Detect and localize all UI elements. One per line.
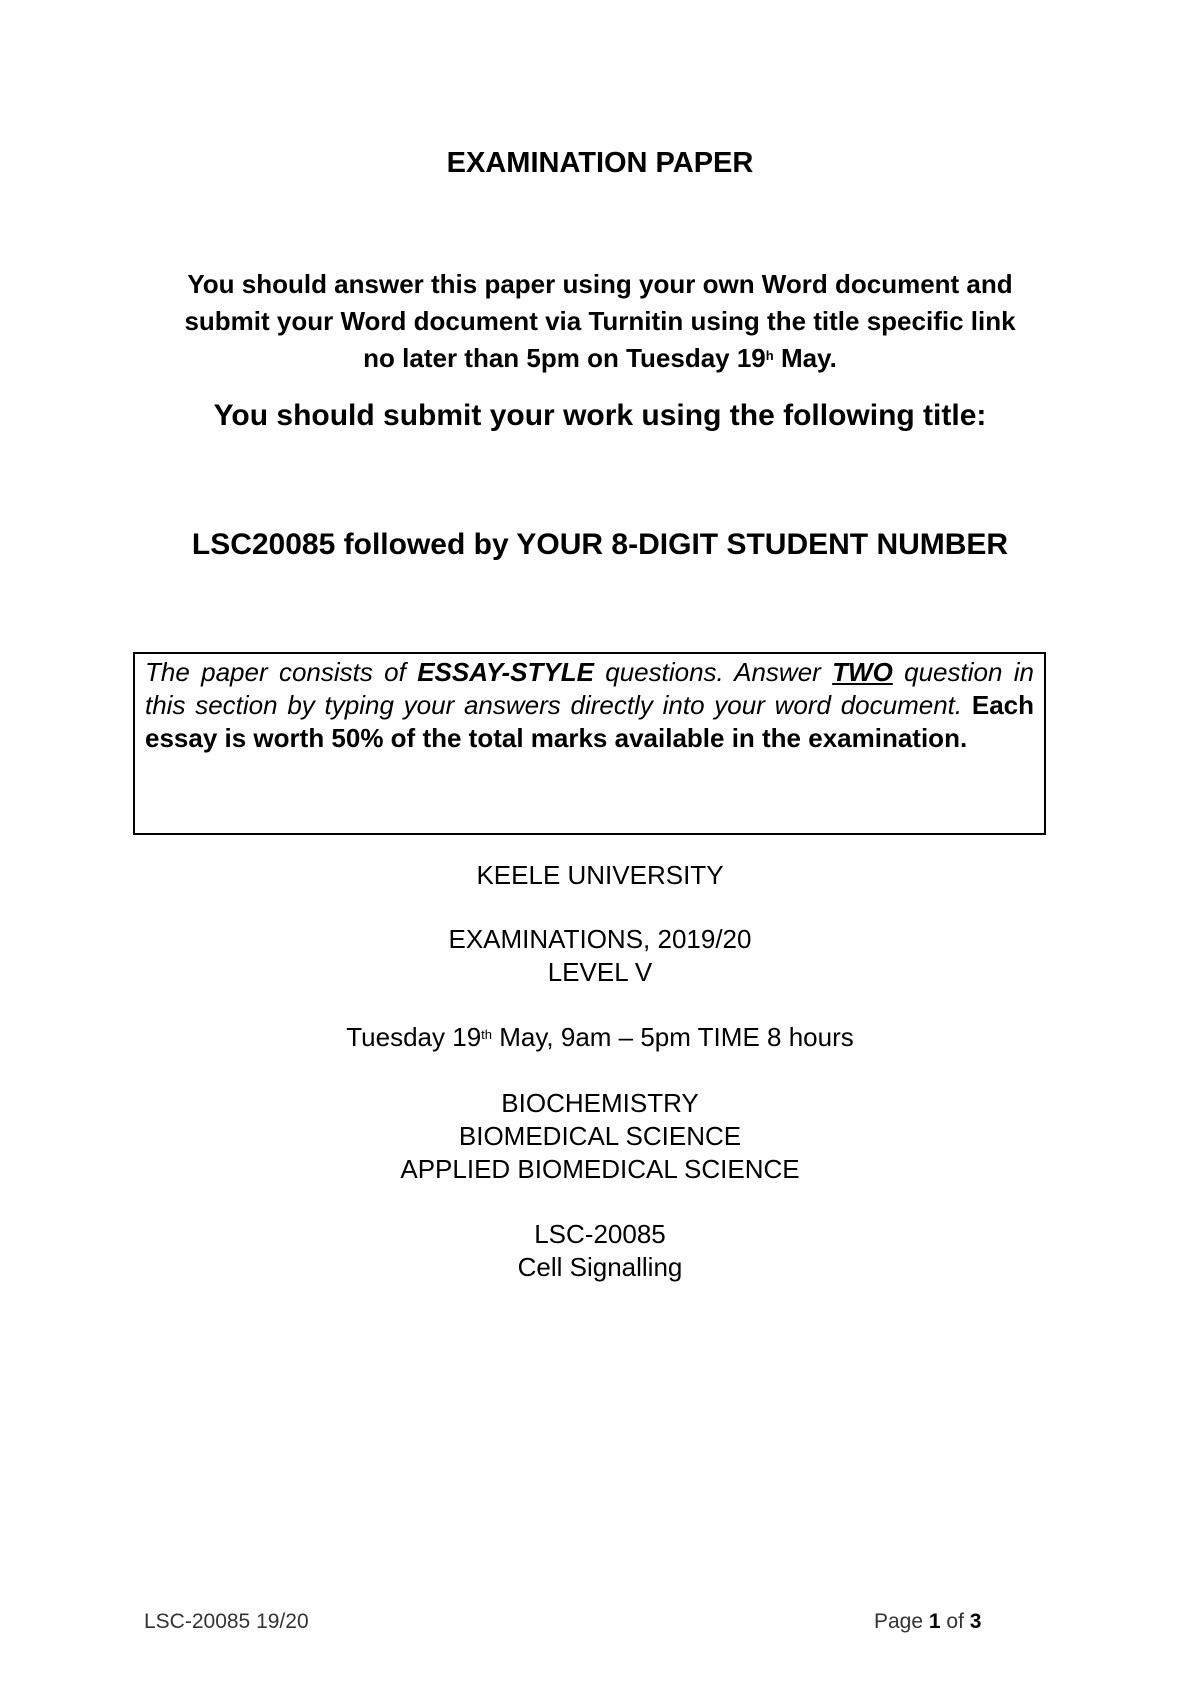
notice-text-3: question in this section by typing your answers directly into your word document. bbox=[145, 657, 1034, 720]
programme-2: BIOMEDICAL SCIENCE bbox=[458, 1121, 742, 1151]
notice-marks-text: Each essay is worth 50% of the total marks available in the examination. bbox=[145, 690, 1034, 753]
exam-date-text-end: May, 9am – 5pm TIME 8 hours bbox=[492, 1022, 854, 1052]
page-total: 3 bbox=[969, 1610, 982, 1633]
exam-date bbox=[0, 1021, 1200, 1054]
page-of: of bbox=[940, 1610, 970, 1633]
instruction-line-2: submit your Word document via Turnitin using the title specific link bbox=[184, 306, 1016, 336]
university-name: KEELE UNIVERSITY bbox=[476, 860, 724, 890]
notice-emphasis-two: TWO bbox=[832, 657, 893, 687]
instructions bbox=[0, 266, 1200, 377]
submission-title-format: LSC20085 followed by YOUR 8-DIGIT STUDENT NUMBER bbox=[191, 528, 1009, 561]
submission-heading: You should submit your work using the following title: bbox=[213, 399, 987, 432]
page-current: 1 bbox=[928, 1610, 941, 1633]
exam-date-text: Tuesday 19 bbox=[346, 1022, 482, 1052]
deadline-text-end: May. bbox=[773, 343, 837, 373]
footer-module-code: LSC-20085 19/20 bbox=[144, 1610, 309, 1633]
page-title: EXAMINATION PAPER bbox=[446, 147, 754, 179]
deadline-superscript: h bbox=[765, 348, 774, 363]
footer-page-number bbox=[874, 1610, 981, 1634]
deadline-text: no later than 5pm on Tuesday 19 bbox=[363, 343, 766, 373]
module-code: LSC-20085 bbox=[534, 1219, 666, 1249]
exam-session: EXAMINATIONS, 2019/20 bbox=[448, 924, 752, 954]
page-label: Page bbox=[874, 1610, 929, 1633]
programme-1: BIOCHEMISTRY bbox=[501, 1088, 699, 1118]
notice-text-1: The paper consists of bbox=[145, 657, 418, 687]
module-name: Cell Signalling bbox=[517, 1252, 683, 1282]
notice-text-2: questions. Answer bbox=[593, 657, 833, 687]
exam-level: LEVEL V bbox=[547, 957, 653, 987]
exam-date-superscript: th bbox=[481, 1027, 492, 1042]
programme-3: APPLIED BIOMEDICAL SCIENCE bbox=[400, 1154, 800, 1184]
instruction-line-3 bbox=[0, 340, 1200, 377]
notice-emphasis-essay: ESSAY-STYLE bbox=[417, 657, 594, 687]
notice-box bbox=[133, 652, 1046, 835]
instruction-line-1: You should answer this paper using your own Word document and bbox=[187, 269, 1013, 299]
